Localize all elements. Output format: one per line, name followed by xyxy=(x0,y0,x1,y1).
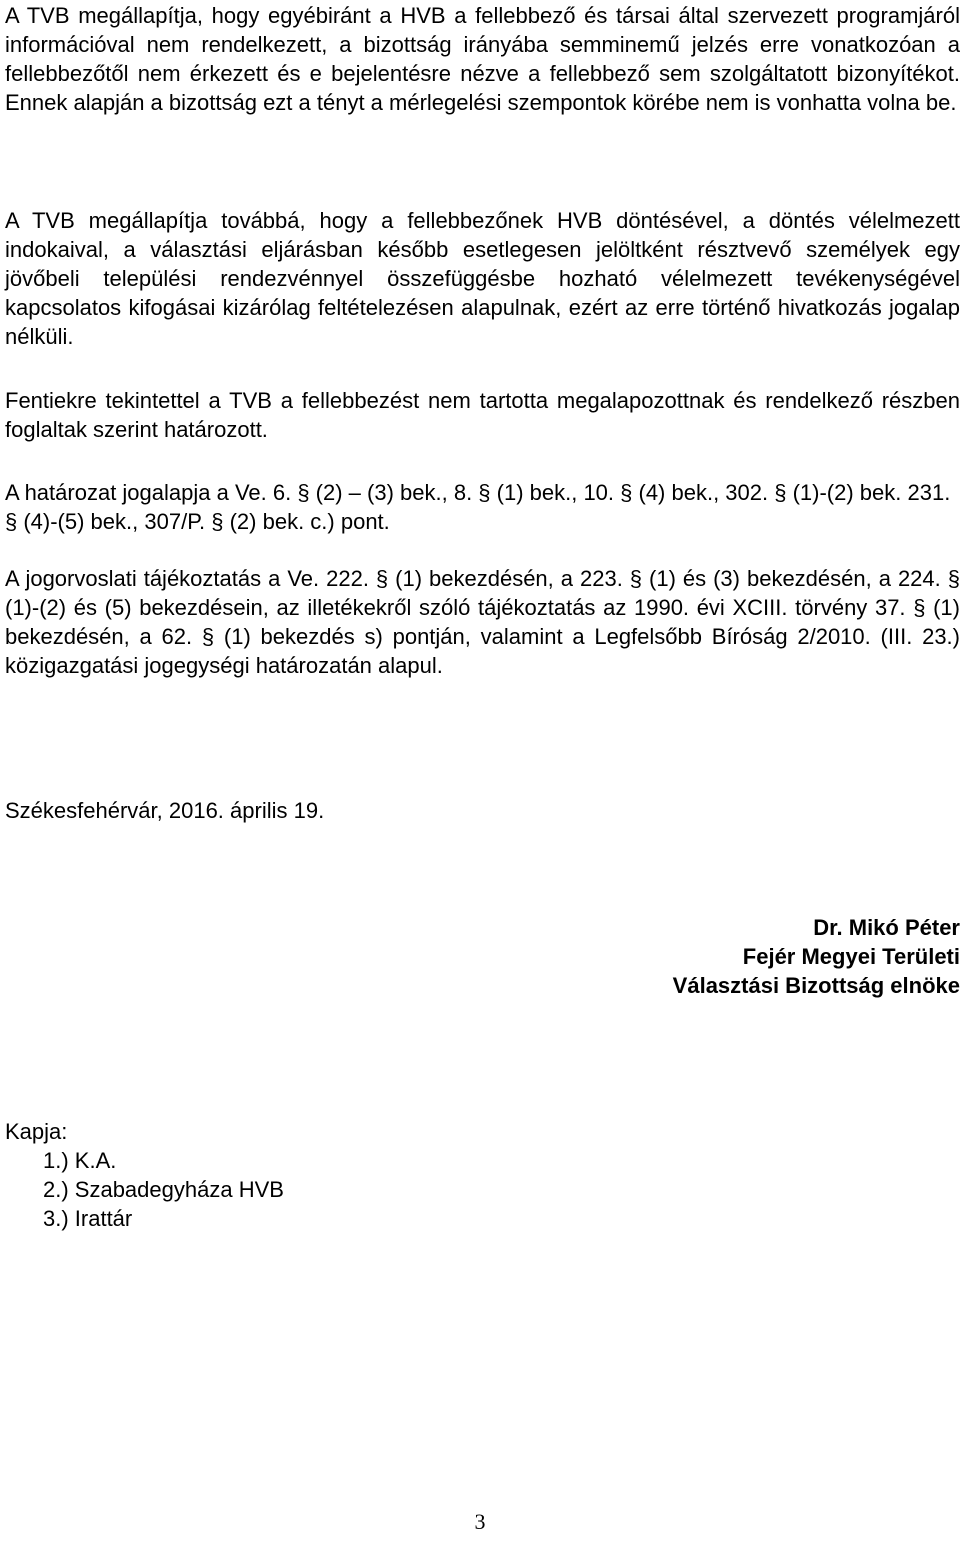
recipient-item: 1.) K.A. xyxy=(43,1148,117,1173)
signatory-title-line2: Választási Bizottság elnöke xyxy=(672,973,960,998)
paragraph-further-findings: A TVB megállapítja továbbá, hogy a fellebbezőnek HVB döntésével, a döntés vélelmezett indokaival, a választási eljárásban később esetlegesen jelöltként résztvevő személyek egy jövőbeli települési rendezvénnyel összefüggésbe hozható vélelmezett tevékenységével kapcsolatos kifogásai kizárólag feltételezésen alapulnak, ezért az erre történő hivatkozás jogalap nélküli. xyxy=(5,208,960,349)
paragraph-findings: A TVB megállapítja, hogy egyébiránt a HVB a fellebbező és társai által szervezett programjáról információval nem rendelkezett, a bizottság irányába semminemű jelzés erre vonatkozóan a fellebbezőtől nem érkezett és e bejelentésre nézve a fellebbező sem szolgáltatott bizonyítékot. Ennek alapján a bizottság ezt a tényt a mérlegelési szempontok körébe nem is vonhatta volna be. xyxy=(5,3,960,115)
recipient-item: 3.) Irattár xyxy=(43,1206,133,1231)
paragraph-legal-remedy: A jogorvoslati tájékoztatás a Ve. 222. § (1) bekezdésén, a 223. § (1) és (3) bekezdésén, a 224. § (1)-(2) és (5) bekezdésein, az illetékekről szóló tájékoztatás az 1990. évi XCIII. törvény 37. § (1) bekezdésén, a 62. § (1) bekezdés s) pontján, valamint a Legfelsőbb Bíróság 2/2010. (III. 23.) közigazgatási jogegységi határozatán alapul. xyxy=(5,566,960,678)
recipients-list xyxy=(5,1146,284,1233)
recipients-heading: Kapja: xyxy=(5,1119,68,1144)
paragraph-legal-basis: A határozat jogalapja a Ve. 6. § (2) – (3) bek., 8. § (1) bek., 10. § (4) bek., 302. § (1)-(2) bek. 231. § (4)-(5) bek., 307/P. § (2) bek. c.) pont. xyxy=(5,480,951,534)
place-and-date: Székesfehérvár, 2016. április 19. xyxy=(5,798,325,823)
signatory-title-line1: Fejér Megyei Területi xyxy=(742,944,960,969)
signature-block xyxy=(673,913,960,1000)
recipient-item: 2.) Szabadegyháza HVB xyxy=(43,1177,284,1202)
signatory-name: Dr. Mikó Péter xyxy=(813,915,960,940)
page-number: 3 xyxy=(474,1509,486,1534)
recipients-block xyxy=(5,1117,284,1233)
paragraph-decision: Fentiekre tekintettel a TVB a fellebbezést nem tartotta megalapozottnak és rendelkező részben foglaltak szerint határozott. xyxy=(5,388,960,442)
